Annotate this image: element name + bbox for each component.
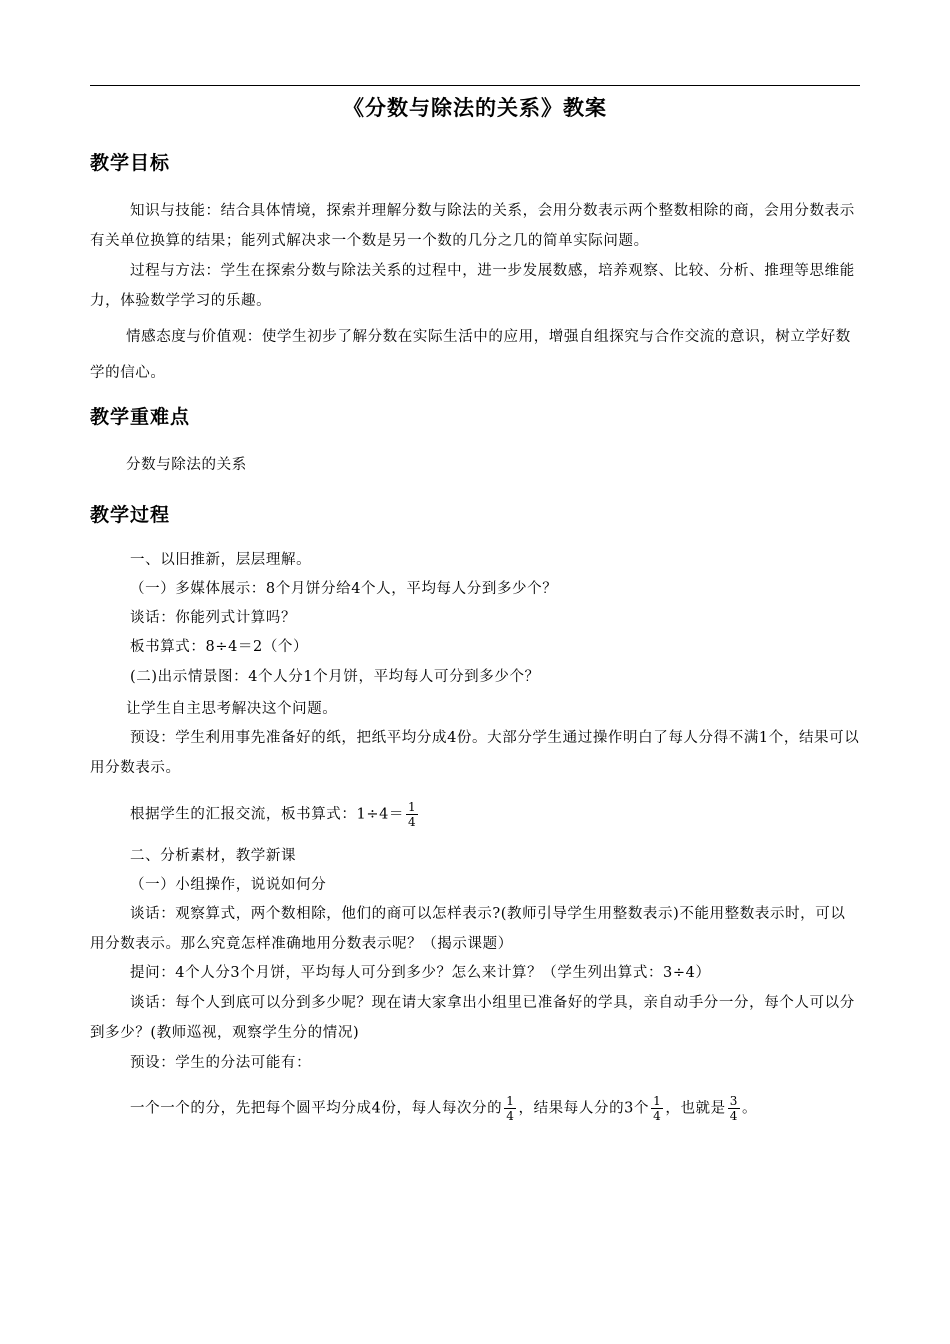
process-line-15-a: 一个一个的分，先把每个圆平均分成4份，每人每次分的 — [130, 1100, 503, 1117]
goal-knowledge-skills: 知识与技能：结合具体情境，探索并理解分数与除法的关系，会用分数表示两个整数相除的商，会用分数表示有关单位换算的结果；能列式解决求一个数是另一个数的几分之几的简单实际问题。 — [90, 203, 855, 249]
process-line-13: 谈话：每个人到底可以分到多少呢？现在请大家拿出小组里已准备好的学具，亲自动手分一分，每个人可以分到多少？(教师巡视，观察学生分的情况) — [90, 995, 855, 1041]
goal-attitude-values: 情感态度与价值观：使学生初步了解分数在实际生活中的应用，增强自组探究与合作交流的意识，树立学好数学的信心。 — [90, 329, 851, 381]
fraction-denominator: 4 — [408, 815, 417, 829]
process-line-12: 提问：4个人分3个月饼，平均每人可分到多少？怎么来计算？（学生列出算式：3÷4） — [130, 965, 711, 981]
fraction-numerator: 1 — [653, 1094, 662, 1108]
process-line-8 — [130, 800, 420, 829]
fraction-numerator: 3 — [729, 1094, 739, 1108]
process-line-9: 二、分析素材，教学新课 — [130, 848, 297, 864]
fraction-one-quarter — [504, 1094, 516, 1123]
fraction-denominator: 4 — [506, 1109, 515, 1123]
fraction-three-quarters — [728, 1094, 740, 1123]
heading-key-points: 教学重难点 — [90, 406, 191, 428]
process-line-1: 一、以旧推新，层层理解。 — [130, 552, 312, 568]
process-line-10: （一）小组操作，说说如何分 — [130, 877, 327, 893]
fraction-numerator: 1 — [408, 800, 417, 814]
fraction-numerator: 1 — [506, 1094, 515, 1108]
heading-teaching-goals: 教学目标 — [90, 152, 171, 174]
fraction-denominator: 4 — [729, 1109, 739, 1123]
process-line-6: 让学生自主思考解决这个问题。 — [126, 701, 338, 717]
process-line-11: 谈话：观察算式，两个数相除，他们的商可以怎样表示?(教师引导学生用整数表示)不能用整数表示时，可以用分数表示。那么究竟怎样准确地用分数表示呢？（揭示课题） — [90, 906, 846, 952]
process-line-8-text: 根据学生的汇报交流，板书算式：1÷4＝ — [130, 806, 404, 823]
fraction-denominator: 4 — [653, 1109, 662, 1123]
process-line-4: 板书算式：8÷4＝2（个） — [130, 639, 309, 655]
process-line-14: 预设：学生的分法可能有： — [130, 1055, 312, 1071]
process-line-15-d: 。 — [742, 1100, 758, 1117]
fraction-one-quarter — [406, 800, 418, 829]
fraction-one-quarter — [651, 1094, 663, 1123]
goal-process-methods: 过程与方法：学生在探索分数与除法关系的过程中，进一步发展数感，培养观察、比较、分析、推理等思维能力，体验数学学习的乐趣。 — [90, 263, 855, 309]
process-line-15 — [130, 1094, 757, 1123]
process-line-7: 预设：学生利用事先准备好的纸，把纸平均分成4份。大部分学生通过操作明白了每人分得不满1个，结果可以用分数表示。 — [90, 730, 860, 776]
process-line-3: 谈话：你能列式计算吗？ — [130, 610, 297, 626]
process-line-5: (二)出示情景图：4个人分1个月饼，平均每人可分到多少个？ — [130, 669, 540, 685]
process-line-15-b: ，结果每人分的3个 — [518, 1100, 650, 1117]
key-points-text: 分数与除法的关系 — [126, 457, 247, 473]
process-line-15-c: ，也就是 — [665, 1100, 726, 1117]
process-line-2: （一）多媒体展示：8个月饼分给4个人，平均每人分到多少个？ — [130, 581, 558, 597]
heading-teaching-process: 教学过程 — [90, 504, 171, 526]
document-title: 《分数与除法的关系》教案 — [343, 96, 607, 120]
header-rule — [90, 85, 860, 86]
